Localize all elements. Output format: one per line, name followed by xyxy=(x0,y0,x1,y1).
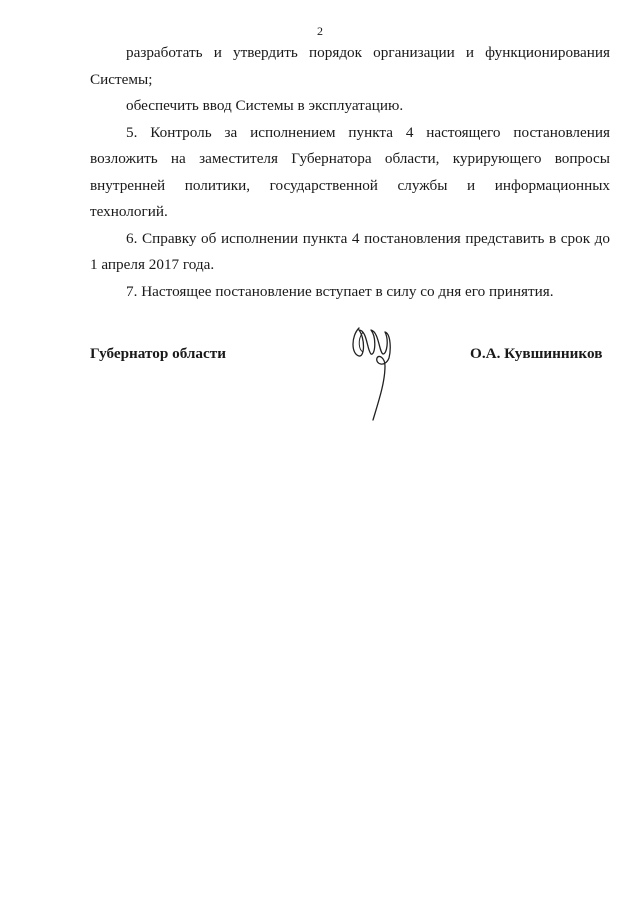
document-body xyxy=(90,40,610,305)
signature-icon xyxy=(345,320,405,430)
signer-name: О.А. Кувшинников xyxy=(470,345,603,362)
signer-title: Губернатор области xyxy=(90,345,226,362)
paragraph-commissioning: обеспечить ввод Системы в эксплуатацию. xyxy=(126,97,404,114)
paragraph-item-7-effective: 7. Настоящее постановление вступает в силу со дня его принятия. xyxy=(126,282,554,300)
signature-block xyxy=(0,345,640,435)
paragraph-item-5-control: 5. Контроль за исполнением пункта 4 настоящего постановления возложить на заместителя Губернатора области, курирующего вопросы внутренней политики, государственной службы и информационных технологий. xyxy=(90,123,610,220)
page-number: 2 xyxy=(317,24,323,38)
paragraph-develop-procedure: разработать и утвердить порядок организации и функционирования Системы; xyxy=(90,44,610,88)
paragraph-item-6-report: 6. Справку об исполнении пункта 4 постановления представить в срок до 1 апреля 2017 года. xyxy=(90,229,610,273)
